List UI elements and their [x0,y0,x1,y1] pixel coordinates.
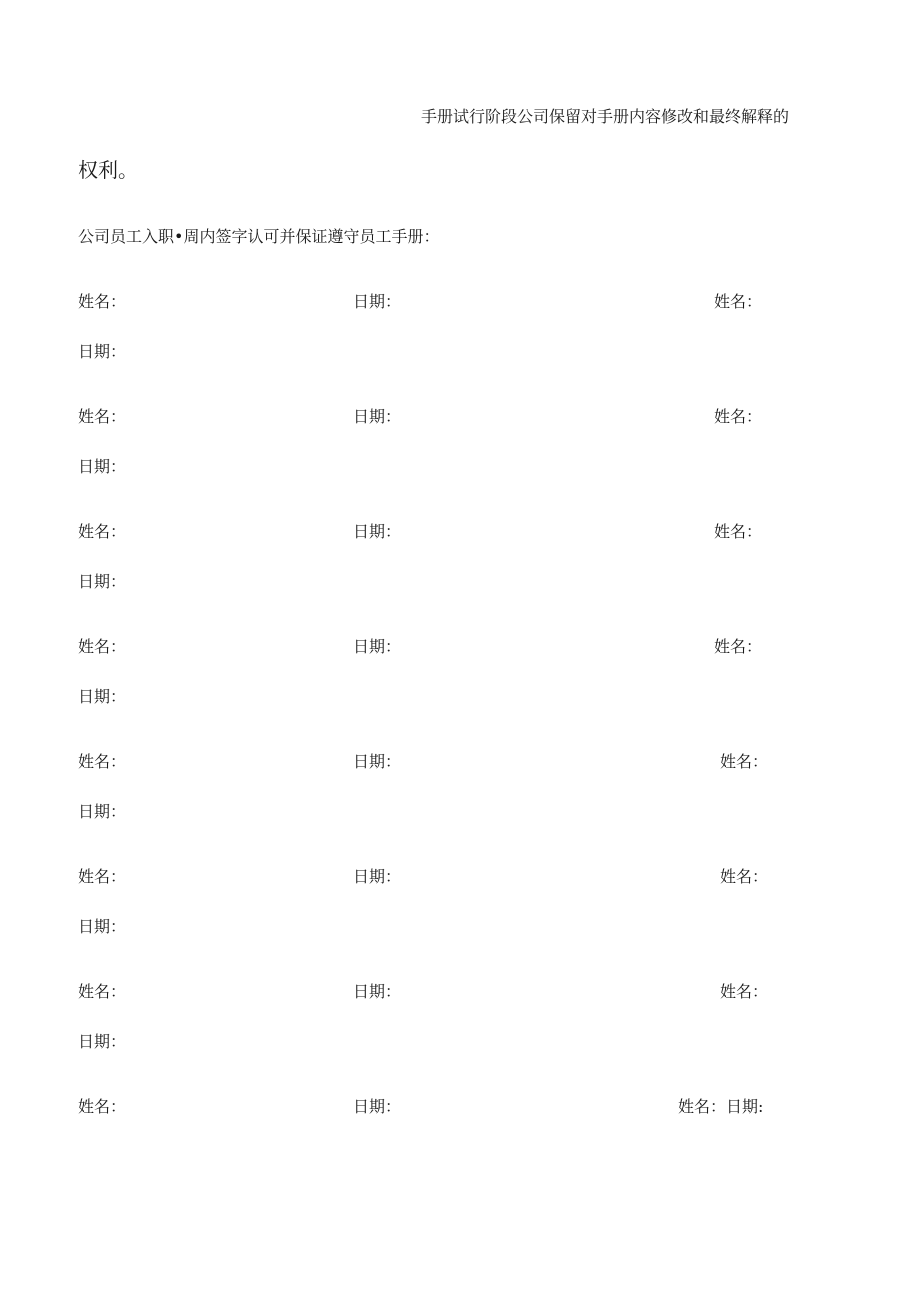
signature-row [0,867,920,967]
intro-line-1: 手册试行阶段公司保留对手册内容修改和最终解释的 [421,107,790,126]
signature-row [0,292,920,392]
name-label: 姓名： [78,292,127,311]
date-label: 日期： [353,1097,402,1116]
name-label-right: 姓名： [714,637,763,656]
date-label-second: 日期： [78,917,127,936]
name-label-right: 姓名： [720,982,769,1001]
signature-row [0,982,920,1082]
signature-row [0,407,920,507]
name-label: 姓名： [78,637,127,656]
date-label: 日期： [353,407,402,426]
name-label-right: 姓名： [714,407,763,426]
date-label-second: 日期： [78,342,127,361]
date-label: 日期： [353,637,402,656]
signature-row [0,522,920,622]
date-label: 日期： [353,292,402,311]
name-label-right: 姓名： [720,752,769,771]
date-label-second: 日期： [78,572,127,591]
date-label: 日期： [353,982,402,1001]
date-label-second: 日期： [78,687,127,706]
name-label-right: 姓名： [714,292,763,311]
date-label: 日期： [353,522,402,541]
name-label: 姓名： [78,752,127,771]
date-label-second: 日期： [78,802,127,821]
signature-row-last [0,1097,920,1137]
name-label: 姓名： [78,1097,127,1116]
name-label: 姓名： [78,522,127,541]
signature-row [0,752,920,852]
name-label: 姓名： [78,867,127,886]
name-date-label-right: 姓名：日期: [678,1097,764,1116]
date-label: 日期： [353,867,402,886]
signing-instruction: 公司员工入职•周内签字认可并保证遵守员工手册： [78,227,440,246]
date-label-second: 日期： [78,457,127,476]
date-label: 日期： [353,752,402,771]
name-label: 姓名： [78,407,127,426]
intro-line-2: 权利。 [78,158,138,182]
name-label: 姓名： [78,982,127,1001]
signature-row [0,637,920,737]
name-label-right: 姓名： [714,522,763,541]
date-label-second: 日期： [78,1032,127,1051]
name-label-right: 姓名： [720,867,769,886]
